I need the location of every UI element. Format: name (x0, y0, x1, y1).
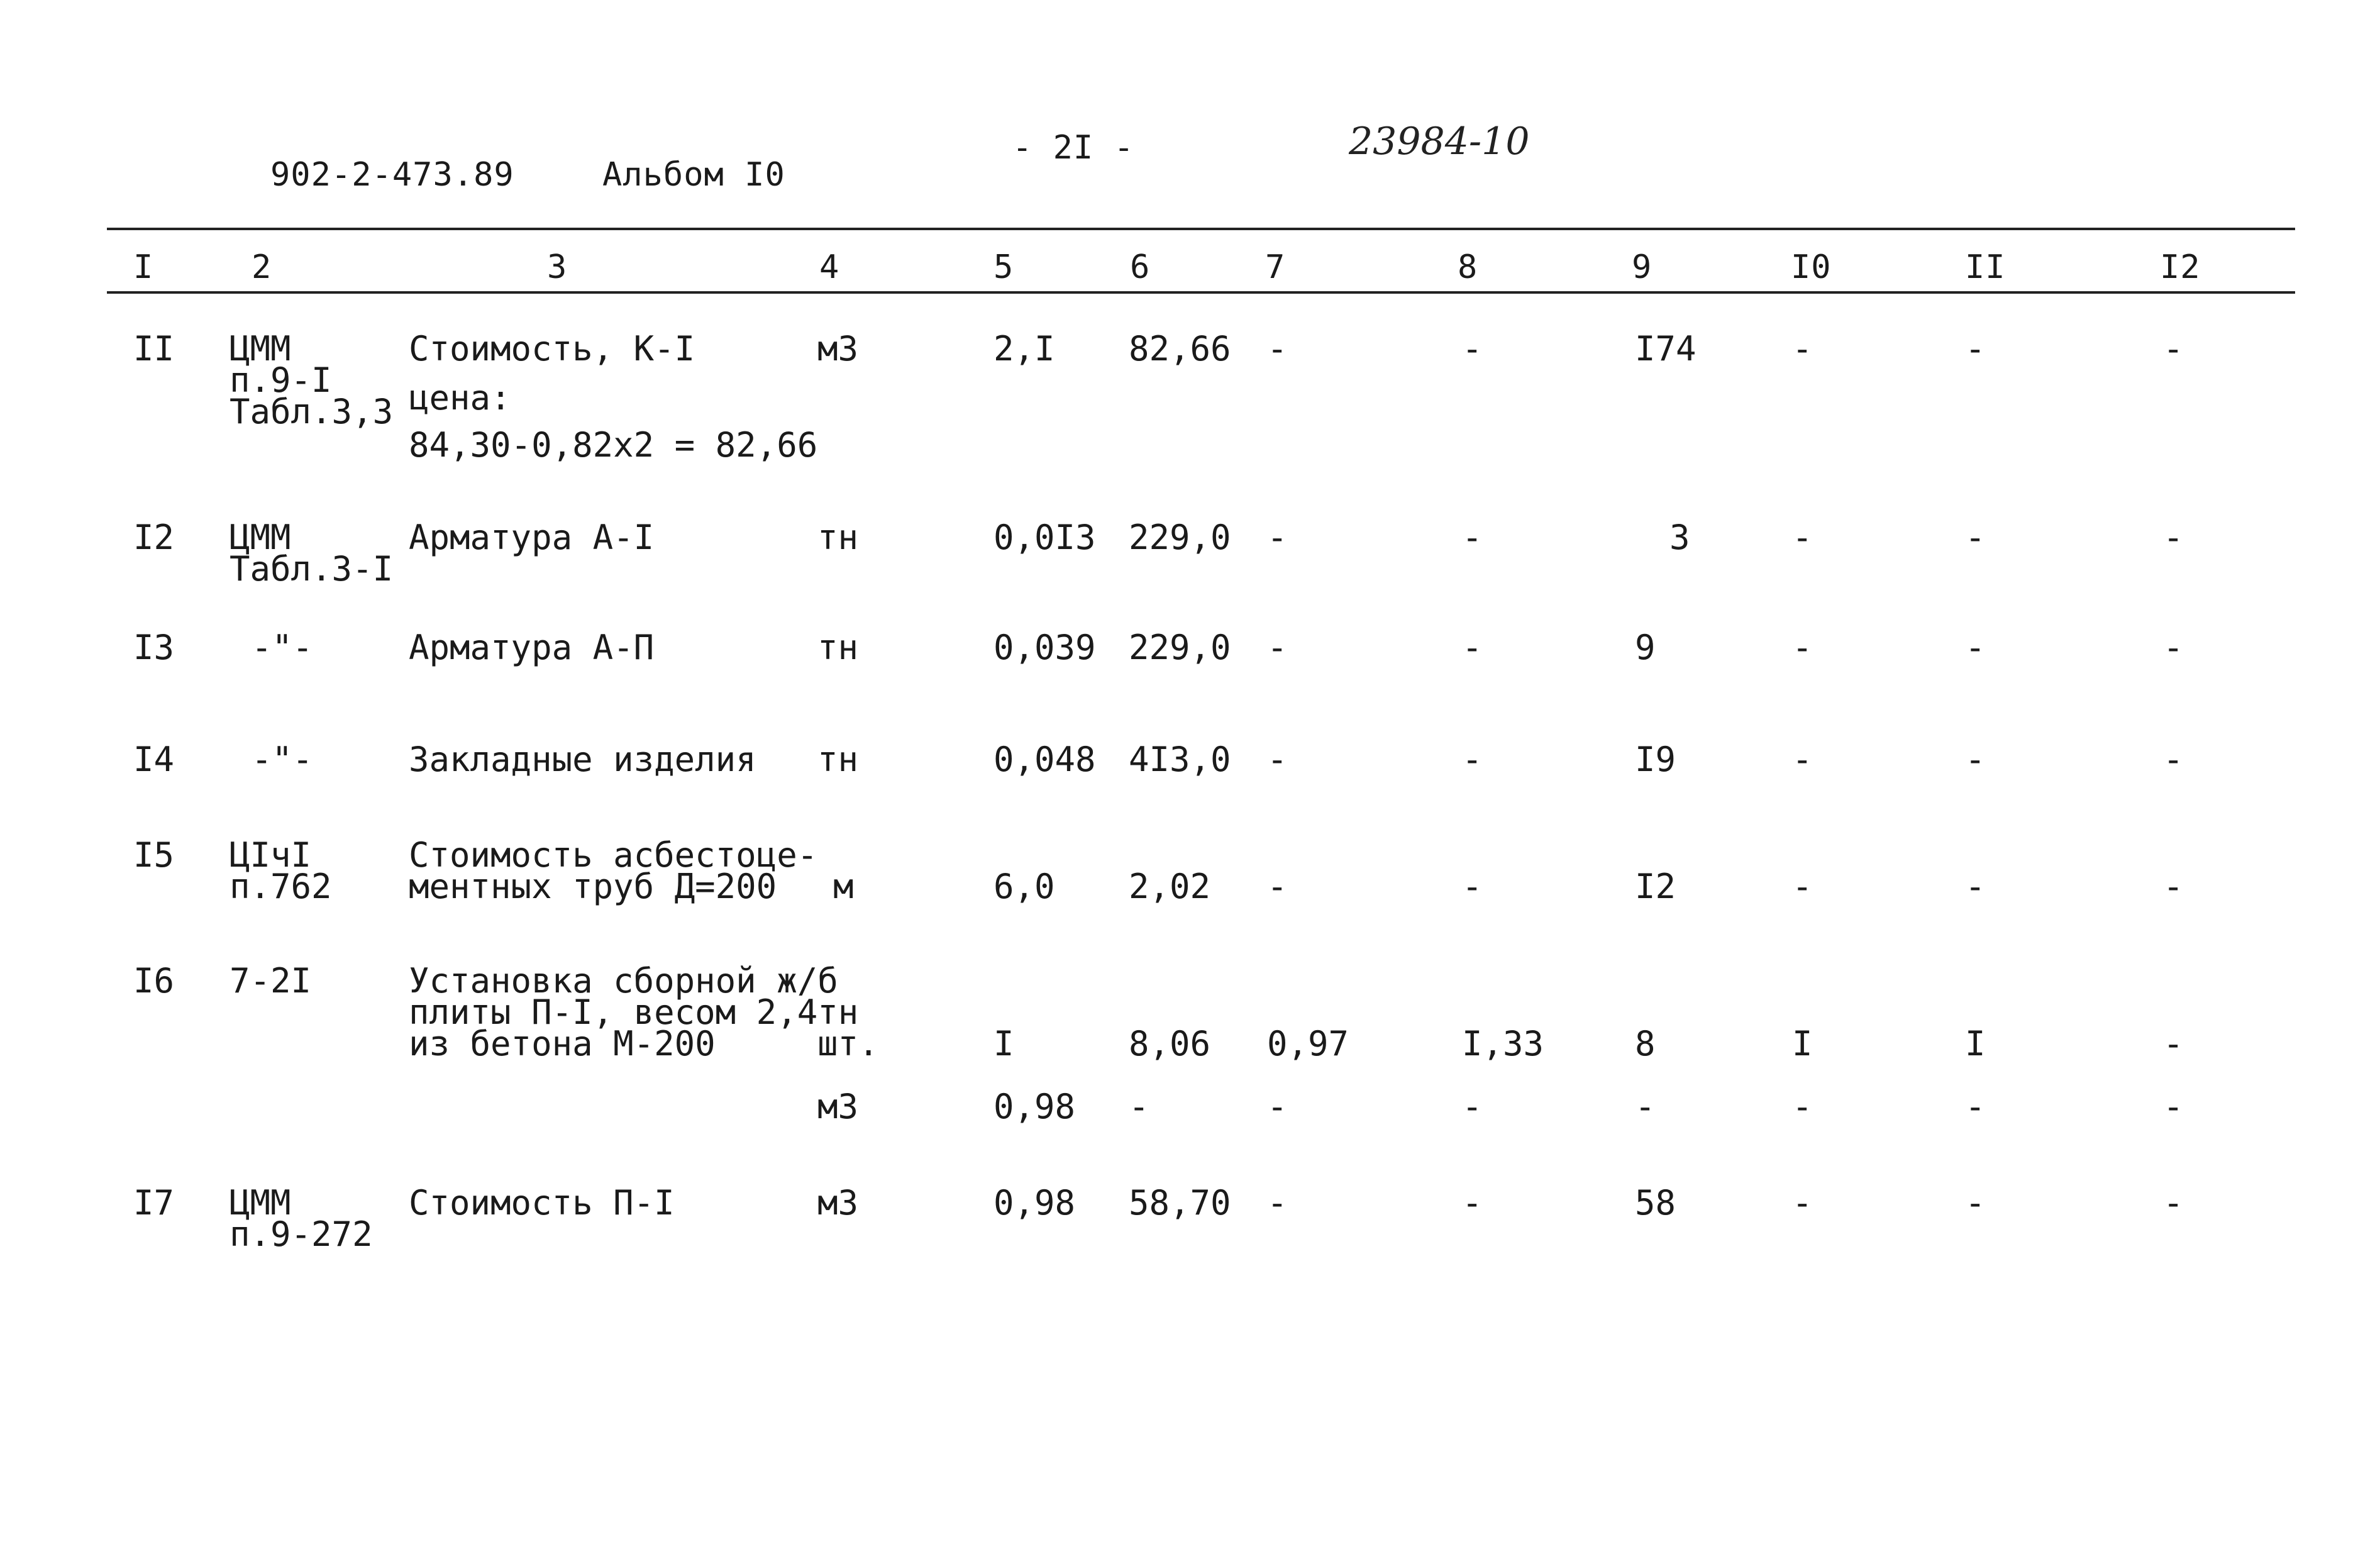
price-cell: - (1129, 1087, 1149, 1126)
col9-cell: I9 (1635, 740, 1676, 779)
row-number: I2 (133, 518, 175, 557)
col7-cell: - (1267, 867, 1288, 906)
col11-cell: I (1965, 1024, 1986, 1063)
description-cell: Стоимость, К-I (409, 329, 695, 369)
unit-cell: шт. (817, 1024, 879, 1063)
table-top-rule (107, 228, 2295, 230)
quantity-cell: 2,I (994, 329, 1055, 369)
col7-cell: - (1267, 1183, 1288, 1223)
col11-cell: - (1965, 740, 1986, 779)
col7-cell: - (1267, 628, 1288, 667)
reference-cell: -"- (252, 628, 313, 667)
column-header: 3 (547, 248, 568, 286)
reference-cell: ЦММ п.9-272 (230, 1183, 373, 1254)
price-cell: 58,70 (1129, 1183, 1231, 1223)
row-number: I3 (133, 628, 175, 667)
column-header: 4 (819, 248, 840, 286)
album-label: Альбом I0 (602, 156, 785, 194)
col8-cell: - (1462, 740, 1483, 779)
col12-cell: - (2163, 867, 2184, 906)
col7-cell: - (1267, 518, 1288, 557)
unit-cell: м3 (817, 329, 859, 369)
page-number: - 2I - (1012, 129, 1134, 167)
unit-cell: тн (817, 628, 859, 667)
col11-cell: - (1965, 329, 1986, 369)
col8-cell: - (1462, 867, 1483, 906)
col7-cell: - (1267, 740, 1288, 779)
col10-cell: - (1792, 867, 1813, 906)
col9-cell: 9 (1635, 628, 1656, 667)
column-header: 5 (994, 248, 1014, 286)
col9-cell: 3 (1669, 518, 1690, 557)
description-cell: Стоимость асбестоце- ментных труб Д=200 (409, 835, 818, 906)
col11-cell: - (1965, 628, 1986, 667)
col8-cell: - (1462, 518, 1483, 557)
unit-cell: тн (817, 518, 859, 557)
col8-cell: - (1462, 1087, 1483, 1126)
unit-cell: м3 (817, 1087, 859, 1126)
col7-cell: 0,97 (1267, 1024, 1349, 1063)
col9-cell: I74 (1635, 329, 1696, 369)
reference-cell: -"- (252, 740, 313, 779)
quantity-cell: 0,0I3 (994, 518, 1096, 557)
column-header: I2 (2160, 248, 2201, 286)
column-header: 6 (1130, 248, 1151, 286)
column-header: 9 (1632, 248, 1652, 286)
col7-cell: - (1267, 329, 1288, 369)
column-header: I (133, 248, 154, 286)
price-cell: 2,02 (1129, 867, 1211, 906)
col10-cell: I (1792, 1024, 1813, 1063)
description-cell: Установка сборной ж/б плиты П-I, весом 2,4тн из бетона М-200 (409, 961, 859, 1063)
col12-cell: - (2163, 518, 2184, 557)
description-cell: Арматура А-П (409, 628, 655, 667)
row-number: II (133, 329, 175, 369)
description-extra: 84,30-0,82х2 = 82,66 (409, 425, 818, 465)
row-number: I7 (133, 1183, 175, 1223)
col8-cell: - (1462, 628, 1483, 667)
table-header-rule (107, 291, 2295, 294)
col11-cell: - (1965, 867, 1986, 906)
col9-cell: - (1635, 1087, 1656, 1126)
document-code: 902-2-473.89 (270, 156, 514, 194)
col10-cell: - (1792, 329, 1813, 369)
reference-cell: 7-2I (230, 961, 312, 1001)
description-cell: Стоимость П-I (409, 1183, 675, 1223)
column-header: I0 (1791, 248, 1832, 286)
unit-cell: м3 (817, 1183, 859, 1223)
description-cell: Закладные изделия (409, 740, 756, 779)
col10-cell: - (1792, 518, 1813, 557)
reference-cell: ЦММ Табл.3-I (230, 518, 394, 589)
price-cell: 8,06 (1129, 1024, 1211, 1063)
row-number: I6 (133, 961, 175, 1001)
col9-cell: I2 (1635, 867, 1676, 906)
reference-cell: ЦIчI п.762 (230, 835, 332, 906)
col11-cell: - (1965, 518, 1986, 557)
description-extra: цена: (409, 378, 511, 418)
col11-cell: - (1965, 1087, 1986, 1126)
col10-cell: - (1792, 1087, 1813, 1126)
reference-cell: ЦММ п.9-I Табл.3,3 (230, 329, 394, 431)
col12-cell: - (2163, 740, 2184, 779)
col12-cell: - (2163, 1087, 2184, 1126)
col8-cell: I,33 (1462, 1024, 1544, 1063)
quantity-cell: 0,98 (994, 1087, 1076, 1126)
row-number: I5 (133, 835, 175, 875)
unit-cell: тн (817, 740, 859, 779)
row-number: I4 (133, 740, 175, 779)
handwritten-stamp: 23984-10 (1349, 119, 1530, 164)
quantity-cell: 0,039 (994, 628, 1096, 667)
quantity-cell: 0,048 (994, 740, 1096, 779)
column-header: II (1965, 248, 2006, 286)
quantity-cell: I (994, 1024, 1014, 1063)
col12-cell: - (2163, 329, 2184, 369)
price-cell: 82,66 (1129, 329, 1231, 369)
col10-cell: - (1792, 628, 1813, 667)
column-header: 2 (252, 248, 272, 286)
column-header: 7 (1265, 248, 1286, 286)
price-cell: 4I3,0 (1129, 740, 1231, 779)
col7-cell: - (1267, 1087, 1288, 1126)
quantity-cell: 6,0 (994, 867, 1055, 906)
description-cell: Арматура А-I (409, 518, 655, 557)
col8-cell: - (1462, 1183, 1483, 1223)
col11-cell: - (1965, 1183, 1986, 1223)
price-cell: 229,0 (1129, 628, 1231, 667)
col12-cell: - (2163, 1024, 2184, 1063)
col12-cell: - (2163, 628, 2184, 667)
quantity-cell: 0,98 (994, 1183, 1076, 1223)
price-cell: 229,0 (1129, 518, 1231, 557)
col10-cell: - (1792, 740, 1813, 779)
column-header: 8 (1458, 248, 1478, 286)
col12-cell: - (2163, 1183, 2184, 1223)
unit-cell: м (833, 867, 854, 906)
col8-cell: - (1462, 329, 1483, 369)
col9-cell: 8 (1635, 1024, 1656, 1063)
col9-cell: 58 (1635, 1183, 1676, 1223)
col10-cell: - (1792, 1183, 1813, 1223)
